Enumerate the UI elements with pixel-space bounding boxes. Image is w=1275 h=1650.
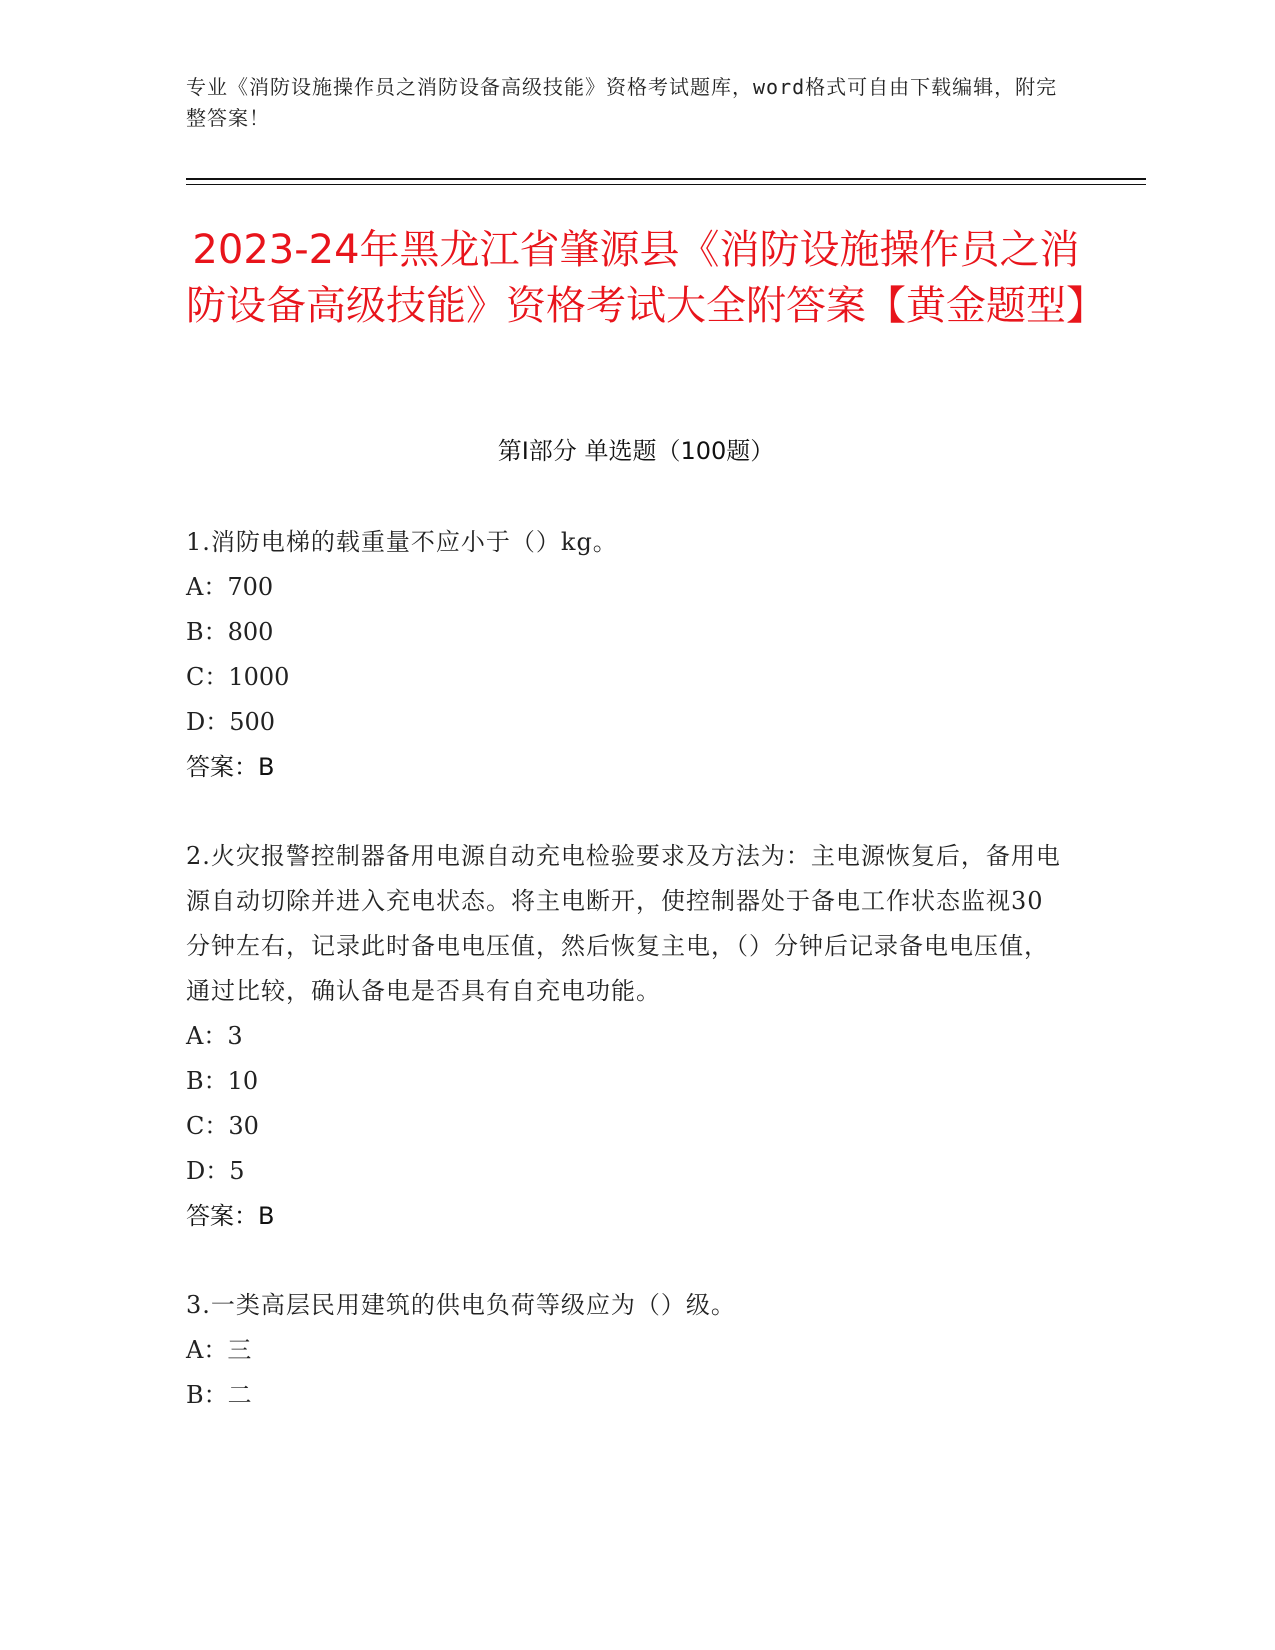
- option-b: B：800: [186, 618, 274, 646]
- question-list: [186, 520, 1066, 1462]
- option-d: D：5: [186, 1157, 245, 1185]
- option-b: B：二: [186, 1381, 252, 1409]
- question-3: [186, 1283, 1066, 1418]
- answer: 答案：B: [186, 1202, 275, 1230]
- answer: 答案：B: [186, 753, 275, 781]
- document-title: 2023-24年黑龙江省肇源县《消防设施操作员之消防设备高级技能》资格考试大全附答案【黄金题型】: [186, 227, 1106, 329]
- option-d: D：500: [186, 708, 276, 736]
- question-2: [186, 834, 1066, 1239]
- option-a: A：三: [186, 1336, 252, 1364]
- question-text: 3.一类高层民用建筑的供电负荷等级应为（）级。: [186, 1291, 736, 1319]
- header-rule-thick: [186, 178, 1146, 180]
- option-a: A：3: [186, 1022, 243, 1050]
- question-text: 2.火灾报警控制器备用电源自动充电检验要求及方法为：主电源恢复后，备用电源自动切除并进入充电状态。将主电断开，使控制器处于备电工作状态监视30分钟左右，记录此时备电电压值，然后恢复主电，（）分钟后记录备电电压值，通过比较，确认备电是否具有自充电功能。: [186, 842, 1061, 1005]
- header-rule-thin: [186, 184, 1146, 185]
- option-c: C：30: [186, 1112, 259, 1140]
- question-1: [186, 520, 1066, 790]
- header-note: 专业《消防设施操作员之消防设备高级技能》资格考试题库，word格式可自由下载编辑，附完整答案！: [186, 75, 1058, 130]
- option-a: A：700: [186, 573, 274, 601]
- option-b: B：10: [186, 1067, 259, 1095]
- section-heading: 第Ⅰ部分 单选题（100题）: [497, 437, 775, 465]
- option-c: C：1000: [186, 663, 290, 691]
- question-text: 1.消防电梯的载重量不应小于（）kg。: [186, 528, 618, 556]
